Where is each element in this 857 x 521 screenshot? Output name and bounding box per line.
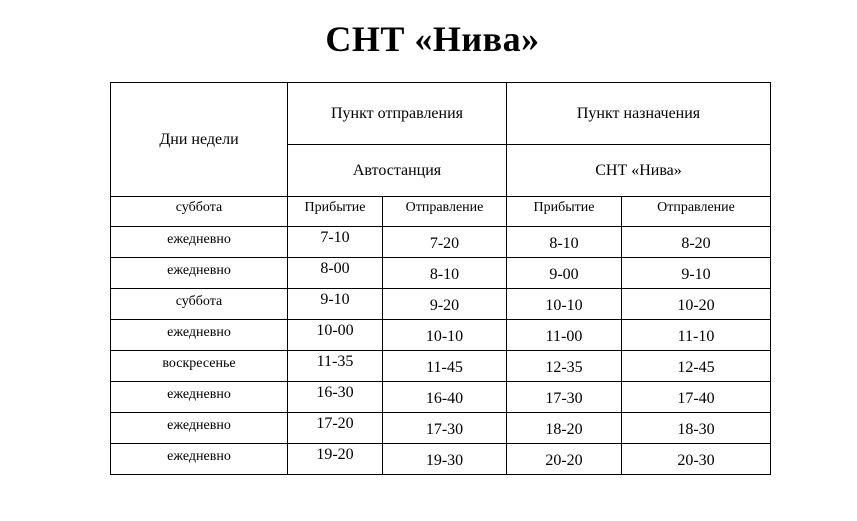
row-departure-2: 18-30 [622, 413, 771, 444]
row-departure-2: 20-30 [622, 444, 771, 475]
subheader-arrival-1: Прибытие [288, 197, 383, 227]
row-departure-2: 17-40 [622, 382, 771, 413]
header-destination-place: СНТ «Нива» [507, 145, 771, 197]
page-title: СНТ «Нива» [325, 19, 540, 59]
table-row [111, 258, 771, 289]
row-arrival-1: 16-30 [288, 382, 383, 413]
row-departure-1: 19-30 [383, 444, 507, 475]
table-row [111, 351, 771, 382]
row-departure-2: 12-45 [622, 351, 771, 382]
subheader-arrival-2: Прибытие [507, 197, 622, 227]
row-day: ежедневно [111, 382, 288, 413]
row-departure-2: 10-20 [622, 289, 771, 320]
row-departure-1: 9-20 [383, 289, 507, 320]
table-row [111, 289, 771, 320]
row-day: ежедневно [111, 320, 288, 351]
row-departure-1: 17-30 [383, 413, 507, 444]
table-row [111, 444, 771, 475]
row-arrival-2: 8-10 [507, 227, 622, 258]
row-arrival-2: 12-35 [507, 351, 622, 382]
header-days: Дни недели [111, 83, 288, 197]
row-arrival-2: 10-10 [507, 289, 622, 320]
row-departure-1: 7-20 [383, 227, 507, 258]
table-row [111, 320, 771, 351]
schedule-table [110, 82, 771, 475]
row-arrival-1: 10-00 [288, 320, 383, 351]
row-arrival-2: 17-30 [507, 382, 622, 413]
header-destination-point: Пункт назначения [507, 83, 771, 145]
subheader-departure-1: Отправление [383, 197, 507, 227]
row-arrival-2: 9-00 [507, 258, 622, 289]
row-arrival-2: 20-20 [507, 444, 622, 475]
row-departure-1: 10-10 [383, 320, 507, 351]
subheader-departure-2: Отправление [622, 197, 771, 227]
row-departure-2: 9-10 [622, 258, 771, 289]
subheader-day: суббота [111, 197, 288, 227]
row-day: ежедневно [111, 413, 288, 444]
row-departure-1: 16-40 [383, 382, 507, 413]
row-arrival-1: 9-10 [288, 289, 383, 320]
row-arrival-1: 8-00 [288, 258, 383, 289]
row-day: воскресенье [111, 351, 288, 382]
row-arrival-1: 11-35 [288, 351, 383, 382]
row-arrival-2: 11-00 [507, 320, 622, 351]
row-arrival-1: 7-10 [288, 227, 383, 258]
row-day: ежедневно [111, 258, 288, 289]
header-departure-place: Автостанция [288, 145, 507, 197]
row-day: ежедневно [111, 444, 288, 475]
row-arrival-1: 19-20 [288, 444, 383, 475]
subheader-row [111, 197, 771, 227]
header-departure-point: Пункт отправления [288, 83, 507, 145]
row-arrival-2: 18-20 [507, 413, 622, 444]
row-arrival-1: 17-20 [288, 413, 383, 444]
table-row [111, 382, 771, 413]
header-row [111, 83, 771, 145]
row-departure-2: 11-10 [622, 320, 771, 351]
row-day: суббота [111, 289, 288, 320]
row-departure-1: 8-10 [383, 258, 507, 289]
table-row [111, 413, 771, 444]
row-departure-1: 11-45 [383, 351, 507, 382]
row-day: ежедневно [111, 227, 288, 258]
table-row [111, 227, 771, 258]
row-departure-2: 8-20 [622, 227, 771, 258]
